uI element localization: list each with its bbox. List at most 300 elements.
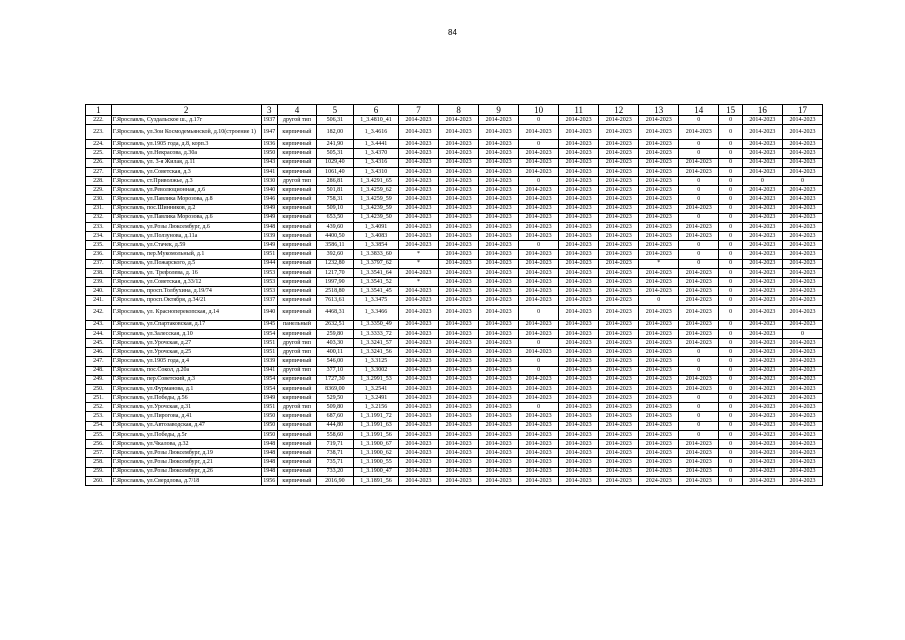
address-cell: Г.Ярославль, пер.Советский, д.3 bbox=[111, 375, 261, 384]
table-cell: 2014-2023 bbox=[559, 348, 599, 357]
table-cell: 2014-2023 bbox=[639, 232, 679, 241]
table-row bbox=[86, 430, 823, 439]
table-cell: 1_3.3797_62 bbox=[353, 259, 398, 268]
table-cell: 2014-2023 bbox=[439, 268, 479, 277]
table-cell: 2014-2023 bbox=[782, 278, 822, 287]
table-cell: 0 bbox=[719, 430, 743, 439]
table-cell: 2014-2023 bbox=[439, 449, 479, 458]
table-cell: 2014-2023 bbox=[639, 140, 679, 149]
table-cell: кирпичный bbox=[277, 259, 316, 268]
table-cell: 2014-2023 bbox=[599, 476, 639, 485]
table-cell: 2014-2023 bbox=[439, 222, 479, 231]
header-cell: 1 bbox=[86, 105, 112, 116]
table-cell: 2014-2023 bbox=[782, 467, 822, 476]
table-cell: 509,80 bbox=[316, 403, 353, 412]
table-cell: 237. bbox=[86, 259, 112, 268]
table-cell: 2014-2023 bbox=[519, 287, 559, 296]
table-cell: другой тип bbox=[277, 176, 316, 185]
table-cell: 2014-2023 bbox=[439, 116, 479, 125]
table-cell: 2014-2023 bbox=[479, 213, 519, 222]
table-cell: 2014-2023 bbox=[639, 167, 679, 176]
table-row bbox=[86, 375, 823, 384]
table-cell: 2014-2023 bbox=[399, 195, 439, 204]
table-cell: 2014-2023 bbox=[639, 412, 679, 421]
table-cell: 228. bbox=[86, 176, 112, 185]
table-row bbox=[86, 204, 823, 213]
table-cell: 1939 bbox=[261, 357, 277, 366]
table-cell: 2014-2023 bbox=[399, 140, 439, 149]
address-cell: Г.Ярославль, ул. 3-я Жилая, д.11 bbox=[111, 158, 261, 167]
table-cell: кирпичный bbox=[277, 305, 316, 320]
table-cell: 2014-2023 bbox=[399, 241, 439, 250]
table-cell: 2014-2023 bbox=[559, 338, 599, 347]
table-cell: 0 bbox=[719, 222, 743, 231]
address-cell: Г.Ярославль, ул.Спартаковская, д.17 bbox=[111, 320, 261, 329]
table-cell: 2014-2023 bbox=[782, 250, 822, 259]
table-cell: 1_3.3475 bbox=[353, 296, 398, 305]
table-cell: 2014-2023 bbox=[399, 412, 439, 421]
table-cell: 2014-2023 bbox=[599, 167, 639, 176]
table-cell: 2014-2023 bbox=[519, 158, 559, 167]
table-cell: 2014-2023 bbox=[559, 296, 599, 305]
table-cell: 2014-2023 bbox=[559, 195, 599, 204]
table-cell: 2014-2023 bbox=[399, 149, 439, 158]
table-cell: 2014-2023 bbox=[742, 186, 782, 195]
table-cell: 2014-2023 bbox=[399, 348, 439, 357]
table-cell: 1953 bbox=[261, 287, 277, 296]
table-cell: 0 bbox=[719, 375, 743, 384]
table-cell: 2014-2023 bbox=[559, 430, 599, 439]
table-cell: 1_3.3333_72 bbox=[353, 329, 398, 338]
table-cell: 2014-2023 bbox=[519, 195, 559, 204]
table-cell: 2014-2023 bbox=[599, 222, 639, 231]
table-cell: 2014-2023 bbox=[479, 329, 519, 338]
table-cell: 1_3.4810_41 bbox=[353, 116, 398, 125]
table-cell: 236. bbox=[86, 250, 112, 259]
table-cell: 2014-2023 bbox=[639, 440, 679, 449]
table-cell: 2014-2023 bbox=[399, 338, 439, 347]
table-cell: 0 bbox=[679, 250, 719, 259]
table-cell: 2014-2023 bbox=[399, 268, 439, 277]
table-cell: 242. bbox=[86, 305, 112, 320]
table-cell: 2014-2023 bbox=[782, 213, 822, 222]
table-cell: 1_3.3125 bbox=[353, 357, 398, 366]
table-cell: 241. bbox=[86, 296, 112, 305]
table-cell: 257. bbox=[86, 449, 112, 458]
address-cell: Г.Ярославль, пос.Шинников, д.2 bbox=[111, 204, 261, 213]
table-cell: 2014-2023 bbox=[559, 440, 599, 449]
table-cell: 2014-2023 bbox=[639, 458, 679, 467]
table-cell: 2014-2023 bbox=[742, 259, 782, 268]
table-cell: 2014-2023 bbox=[479, 430, 519, 439]
table-cell: 2014-2023 bbox=[782, 204, 822, 213]
table-cell: 245. bbox=[86, 338, 112, 347]
table-cell: 2014-2023 bbox=[782, 458, 822, 467]
table-row bbox=[86, 329, 823, 338]
table-cell: 2014-2023 bbox=[439, 296, 479, 305]
table-cell: 226. bbox=[86, 158, 112, 167]
table-cell: кирпичный bbox=[277, 213, 316, 222]
table-cell: кирпичный bbox=[277, 140, 316, 149]
table-cell: кирпичный bbox=[277, 329, 316, 338]
address-cell: Г.Ярославль, Суздальское ш., д.17г bbox=[111, 116, 261, 125]
table-cell: 1_3.1900_47 bbox=[353, 467, 398, 476]
table-cell: 0 bbox=[719, 357, 743, 366]
table-cell: 0 bbox=[679, 394, 719, 403]
table-cell: 2014-2023 bbox=[479, 320, 519, 329]
table-cell: 1_3.3466 bbox=[353, 305, 398, 320]
table-cell: 2014-2023 bbox=[639, 241, 679, 250]
table-cell: кирпичный bbox=[277, 278, 316, 287]
table-cell: 2014-2023 bbox=[742, 412, 782, 421]
table-cell: 2014-2023 bbox=[782, 222, 822, 231]
address-cell: Г.Ярославль, ул. Красноперекопская, д.14 bbox=[111, 305, 261, 320]
table-cell: 2014-2023 bbox=[519, 167, 559, 176]
table-row bbox=[86, 384, 823, 393]
table-cell: 2014-2023 bbox=[599, 268, 639, 277]
table-cell: 0 bbox=[719, 421, 743, 430]
table-cell: 2014-2023 bbox=[742, 375, 782, 384]
header-cell: 7 bbox=[399, 105, 439, 116]
table-cell: кирпичный bbox=[277, 421, 316, 430]
table-cell: 2014-2023 bbox=[639, 449, 679, 458]
table-cell: 260. bbox=[86, 476, 112, 485]
table-cell: 1948 bbox=[261, 440, 277, 449]
table-cell: 2014-2023 bbox=[599, 421, 639, 430]
table-row bbox=[86, 467, 823, 476]
table-cell: 2014-2023 bbox=[559, 449, 599, 458]
header-cell: 3 bbox=[261, 105, 277, 116]
table-cell: 2014-2023 bbox=[479, 125, 519, 140]
table-cell: 2014-2023 bbox=[479, 222, 519, 231]
table-row bbox=[86, 116, 823, 125]
table-cell: 1_3.4083 bbox=[353, 232, 398, 241]
table-cell: 2014-2023 bbox=[479, 176, 519, 185]
table-cell: 2014-2023 bbox=[439, 278, 479, 287]
table-cell: 2014-2023 bbox=[399, 222, 439, 231]
table-cell: другой тип bbox=[277, 338, 316, 347]
table-row bbox=[86, 476, 823, 485]
table-cell: 224. bbox=[86, 140, 112, 149]
table-row bbox=[86, 348, 823, 357]
table-cell: 1937 bbox=[261, 296, 277, 305]
table-cell: 2014-2023 bbox=[639, 186, 679, 195]
table-cell: 2014-2023 bbox=[742, 222, 782, 231]
table-cell: 2014-2023 bbox=[399, 204, 439, 213]
table-row bbox=[86, 394, 823, 403]
table-cell: 2014-2023 bbox=[479, 116, 519, 125]
table-cell: 1954 bbox=[261, 375, 277, 384]
table-cell: 1_3.3241_56 bbox=[353, 348, 398, 357]
table-cell: 7613,61 bbox=[316, 296, 353, 305]
table-cell: 1_3.1900_67 bbox=[353, 440, 398, 449]
table-cell: 733,20 bbox=[316, 467, 353, 476]
table-cell: 1029,40 bbox=[316, 158, 353, 167]
table-cell: 2014-2023 bbox=[599, 116, 639, 125]
table-cell: 0 bbox=[782, 329, 822, 338]
table-cell: кирпичный bbox=[277, 430, 316, 439]
table-cell: 2014-2023 bbox=[519, 250, 559, 259]
table-cell: 0 bbox=[719, 268, 743, 277]
table-cell: 2014-2023 bbox=[559, 158, 599, 167]
table-cell: 2014-2023 bbox=[439, 125, 479, 140]
table-cell: 2014-2023 bbox=[479, 440, 519, 449]
table-cell: 2014-2023 bbox=[599, 195, 639, 204]
table-cell: 2014-2023 bbox=[599, 125, 639, 140]
table-cell: 2014-2023 bbox=[679, 384, 719, 393]
table-cell: 2518,80 bbox=[316, 287, 353, 296]
table-cell: 2014-2023 bbox=[439, 403, 479, 412]
table-cell: 0 bbox=[719, 176, 743, 185]
table-cell: 2014-2023 bbox=[742, 403, 782, 412]
table-cell: 2014-2023 bbox=[599, 412, 639, 421]
table-cell: 249. bbox=[86, 375, 112, 384]
table-cell: 231. bbox=[86, 204, 112, 213]
table-row bbox=[86, 366, 823, 375]
table-cell: 1_3.4316 bbox=[353, 158, 398, 167]
table-cell: 2014-2023 bbox=[679, 287, 719, 296]
table-cell: кирпичный bbox=[277, 250, 316, 259]
table-cell: 0 bbox=[719, 366, 743, 375]
table-cell: 2014-2023 bbox=[399, 305, 439, 320]
table-cell: кирпичный bbox=[277, 296, 316, 305]
table-cell: 1950 bbox=[261, 149, 277, 158]
table-cell: 238. bbox=[86, 268, 112, 277]
table-cell: 182,00 bbox=[316, 125, 353, 140]
table-cell: 241,90 bbox=[316, 140, 353, 149]
table-cell: 2014-2023 bbox=[519, 394, 559, 403]
table-cell: 0 bbox=[679, 241, 719, 250]
table-cell: 2014-2023 bbox=[559, 375, 599, 384]
table-cell: 0 bbox=[719, 394, 743, 403]
table-cell: 2014-2023 bbox=[599, 241, 639, 250]
table-cell: 247. bbox=[86, 357, 112, 366]
table-cell: 2014-2023 bbox=[742, 116, 782, 125]
table-cell: 1_3.1991_63 bbox=[353, 421, 398, 430]
table-cell: 2014-2023 bbox=[519, 412, 559, 421]
table-cell: 1948 bbox=[261, 449, 277, 458]
table-cell: 0 bbox=[719, 449, 743, 458]
table-cell: 2014-2023 bbox=[782, 268, 822, 277]
address-cell: Г.Ярославль, ул.Зои Космодемьянской, д.10(строение 1) bbox=[111, 125, 261, 140]
table-cell: 2014-2023 bbox=[519, 204, 559, 213]
table-cell: 258. bbox=[86, 458, 112, 467]
address-cell: Г.Ярославль, ул.Автозаводская, д.47 bbox=[111, 421, 261, 430]
table-row bbox=[86, 186, 823, 195]
table-cell: 2014-2023 bbox=[439, 305, 479, 320]
table-cell: 2014-2023 bbox=[639, 384, 679, 393]
table-cell: 1_3.4291_65 bbox=[353, 176, 398, 185]
table-cell: 2014-2023 bbox=[782, 338, 822, 347]
address-cell: Г.Ярославль, ул. Трефолева, д. 16 bbox=[111, 268, 261, 277]
table-cell: 1_3.2491 bbox=[353, 394, 398, 403]
table-cell: 392,60 bbox=[316, 250, 353, 259]
table-cell: 2014-2023 bbox=[399, 213, 439, 222]
table-cell: 0 bbox=[679, 403, 719, 412]
table-cell: 2014-2023 bbox=[782, 241, 822, 250]
table-cell: 2014-2023 bbox=[519, 375, 559, 384]
table-cell: 2014-2023 bbox=[519, 222, 559, 231]
table-cell: 2014-2023 bbox=[679, 204, 719, 213]
table-cell: 2014-2023 bbox=[782, 440, 822, 449]
table-cell: 2014-2023 bbox=[782, 195, 822, 204]
table-cell: 2014-2023 bbox=[742, 296, 782, 305]
table-cell: 1_3.3541_52 bbox=[353, 278, 398, 287]
table-cell: 0 bbox=[519, 403, 559, 412]
table-cell: 2014-2023 bbox=[399, 403, 439, 412]
table-cell: 2014-2023 bbox=[742, 140, 782, 149]
table-cell: 0 bbox=[719, 213, 743, 222]
table-cell: 1_3.4441 bbox=[353, 140, 398, 149]
table-cell: 0 bbox=[519, 305, 559, 320]
table-row bbox=[86, 421, 823, 430]
table-cell: 4468,31 bbox=[316, 305, 353, 320]
table-cell: 653,50 bbox=[316, 213, 353, 222]
table-row bbox=[86, 458, 823, 467]
table-cell: 1948 bbox=[261, 222, 277, 231]
table-cell: 0 bbox=[719, 305, 743, 320]
table-cell: 2014-2023 bbox=[439, 241, 479, 250]
table-cell: 1951 bbox=[261, 338, 277, 347]
table-cell: 2014-2023 bbox=[639, 250, 679, 259]
table-cell: 0 bbox=[679, 357, 719, 366]
table-cell: 2014-2023 bbox=[599, 140, 639, 149]
table-cell: 2014-2023 bbox=[639, 329, 679, 338]
table-cell: 222. bbox=[86, 116, 112, 125]
table-cell: 2014-2023 bbox=[439, 357, 479, 366]
table-cell: 444,80 bbox=[316, 421, 353, 430]
table-row bbox=[86, 305, 823, 320]
table-cell: 2014-2023 bbox=[679, 440, 719, 449]
table-cell: панельный bbox=[277, 320, 316, 329]
table-cell: 2014-2023 bbox=[519, 384, 559, 393]
table-cell: 2014-2023 bbox=[559, 305, 599, 320]
table-cell: 0 bbox=[679, 421, 719, 430]
table-cell: 2014-2023 bbox=[679, 338, 719, 347]
table-cell: 2014-2023 bbox=[479, 476, 519, 485]
table-cell: 253. bbox=[86, 412, 112, 421]
table-cell: 2014-2023 bbox=[479, 259, 519, 268]
table-cell: 0 bbox=[719, 149, 743, 158]
table-cell: 2014-2023 bbox=[599, 384, 639, 393]
table-cell: 2014-2023 bbox=[639, 204, 679, 213]
table-cell: 2014-2023 bbox=[639, 287, 679, 296]
table-cell: 2014-2023 bbox=[519, 186, 559, 195]
table-cell: 1_3.4239_59 bbox=[353, 204, 398, 213]
table-cell: 1727,30 bbox=[316, 375, 353, 384]
table-cell: 2014-2023 bbox=[599, 357, 639, 366]
table-cell: 2014-2023 bbox=[782, 403, 822, 412]
table-cell: 687,60 bbox=[316, 412, 353, 421]
table-cell: 256. bbox=[86, 440, 112, 449]
table-cell: 1_3.3241_57 bbox=[353, 338, 398, 347]
table-cell: 2014-2023 bbox=[479, 167, 519, 176]
table-cell: 2014-2023 bbox=[782, 394, 822, 403]
table-cell: 2014-2023 bbox=[639, 222, 679, 231]
table-cell: 1_3.3854 bbox=[353, 241, 398, 250]
table-cell: 2014-2023 bbox=[679, 125, 719, 140]
table-cell: 2014-2023 bbox=[679, 329, 719, 338]
table-cell: 1949 bbox=[261, 204, 277, 213]
table-cell: 2014-2023 bbox=[639, 366, 679, 375]
header-cell: 17 bbox=[782, 105, 822, 116]
table-cell: 2014-2023 bbox=[639, 338, 679, 347]
table-cell: 2014-2023 bbox=[639, 176, 679, 185]
table-cell: 2014-2023 bbox=[439, 167, 479, 176]
table-cell: 2014-2023 bbox=[399, 296, 439, 305]
table-cell: 0 bbox=[719, 329, 743, 338]
table-cell: 2014-2023 bbox=[599, 430, 639, 439]
table-cell: кирпичный bbox=[277, 204, 316, 213]
address-cell: Г.Ярославль, просп.Октября, д.34/21 bbox=[111, 296, 261, 305]
table-cell: 0 bbox=[679, 186, 719, 195]
table-cell: 2014-2023 bbox=[439, 384, 479, 393]
address-cell: Г.Ярославль, ул.Павлика Морозова, д.8 bbox=[111, 195, 261, 204]
table-cell: 1_3.4370 bbox=[353, 149, 398, 158]
table-cell: 225. bbox=[86, 149, 112, 158]
table-cell: 234. bbox=[86, 232, 112, 241]
table-cell: 2014-2023 bbox=[679, 305, 719, 320]
table-cell: 1956 bbox=[261, 476, 277, 485]
header-cell: 15 bbox=[719, 105, 743, 116]
table-cell: 2014-2023 bbox=[439, 213, 479, 222]
table-cell: 2014-2023 bbox=[679, 296, 719, 305]
table-cell: 2014-2023 bbox=[399, 329, 439, 338]
table-cell: 243. bbox=[86, 320, 112, 329]
table-cell: 2014-2023 bbox=[399, 458, 439, 467]
table-cell: 1941 bbox=[261, 167, 277, 176]
table-cell: 2014-2023 bbox=[559, 366, 599, 375]
table-cell: 2014-2023 bbox=[742, 467, 782, 476]
table-cell: 244. bbox=[86, 329, 112, 338]
table-cell: 1950 bbox=[261, 421, 277, 430]
table-cell: 2014-2023 bbox=[679, 268, 719, 277]
table-cell: 2014-2023 bbox=[679, 222, 719, 231]
table-cell: 2014-2023 bbox=[559, 167, 599, 176]
table-cell: кирпичный bbox=[277, 440, 316, 449]
table-row bbox=[86, 176, 823, 185]
table-cell: 2014-2023 bbox=[559, 268, 599, 277]
table-cell: 2014-2023 bbox=[439, 338, 479, 347]
table-cell: кирпичный bbox=[277, 287, 316, 296]
table-row bbox=[86, 357, 823, 366]
table-cell: 2014-2023 bbox=[439, 259, 479, 268]
table-cell: 1_3.3002 bbox=[353, 366, 398, 375]
table-cell: 2014-2023 bbox=[439, 329, 479, 338]
table-cell: 1950 bbox=[261, 430, 277, 439]
table-cell: 558,60 bbox=[316, 430, 353, 439]
table-cell: 0 bbox=[519, 116, 559, 125]
table-cell: 0 bbox=[719, 232, 743, 241]
table-cell: 0 bbox=[719, 287, 743, 296]
table-cell: 2014-2023 bbox=[599, 278, 639, 287]
table-cell: 2014-2023 bbox=[519, 278, 559, 287]
table-cell: 0 bbox=[719, 338, 743, 347]
table-cell: 2014-2023 bbox=[782, 421, 822, 430]
table-cell: 2014-2023 bbox=[599, 250, 639, 259]
table-cell: 1954 bbox=[261, 329, 277, 338]
table-cell: 2014-2023 bbox=[479, 412, 519, 421]
table-cell: 2014-2023 bbox=[742, 384, 782, 393]
table-cell: кирпичный bbox=[277, 268, 316, 277]
header-cell: 14 bbox=[679, 105, 719, 116]
table-cell: 2014-2023 bbox=[479, 384, 519, 393]
table-cell: 2014-2023 bbox=[439, 366, 479, 375]
table-cell: 259,80 bbox=[316, 329, 353, 338]
table-cell: кирпичный bbox=[277, 125, 316, 140]
table-cell: 2014-2023 bbox=[519, 467, 559, 476]
table-cell: 2014-2023 bbox=[479, 467, 519, 476]
